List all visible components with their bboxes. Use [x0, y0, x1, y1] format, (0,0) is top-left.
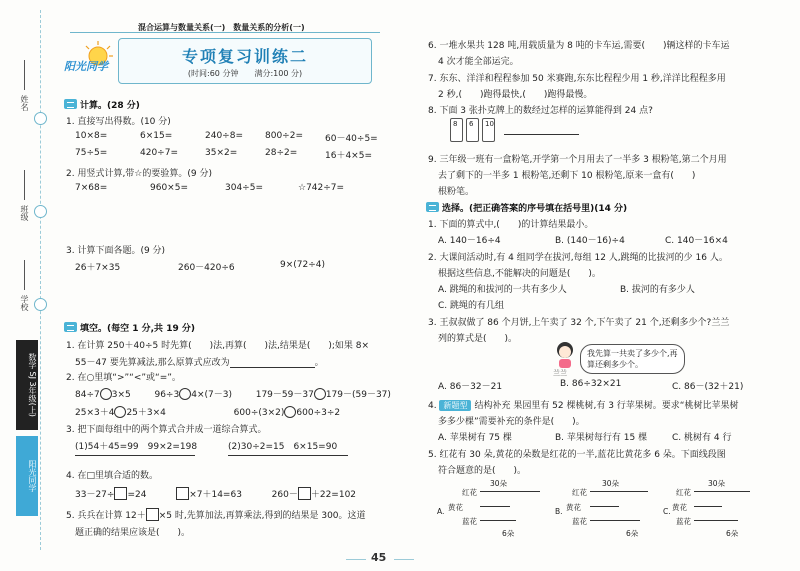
- c5-line2: 符合题意的是( )。: [438, 466, 527, 476]
- red-label: 红花: [462, 488, 477, 497]
- q3-item: 26＋7×35: [75, 263, 121, 273]
- f4-text: 33－27÷: [75, 490, 115, 500]
- f9-line1: 9. 三年级一班有一盒粉笔,开学第一个月用去了一半多 3 根粉笔,第二个月用: [428, 155, 727, 165]
- q2-item: 304÷5=: [225, 183, 263, 193]
- c2-line2: 根据这些信息,不能解决的问题是( )。: [438, 269, 601, 279]
- page-number: 45: [371, 551, 387, 564]
- c1-option-b[interactable]: B. (140－16)÷4: [555, 236, 625, 246]
- c3-option-c[interactable]: C. 86－(32＋21): [672, 382, 744, 392]
- section-title: 填空。(每空 1 分,共 19 分): [80, 324, 195, 334]
- q1-item: 240÷8=: [205, 131, 243, 141]
- red-label: 红花: [676, 488, 691, 497]
- q2-item: ☆742÷7=: [298, 183, 345, 193]
- class-label: 班级: [20, 205, 29, 221]
- f4-title: [66, 468, 158, 481]
- compare-right: 25＋3×4: [126, 408, 166, 418]
- poker-card: [482, 118, 495, 142]
- blue-segment: [694, 520, 738, 521]
- logo-text: 阳光同学: [64, 60, 108, 73]
- f1-line2: 55－47 要先算减法,那么原算式应改为 。: [75, 358, 324, 368]
- q1-item: 6×15=: [140, 131, 173, 141]
- grade-tag: 数学 SJ 3年级(上): [16, 340, 38, 430]
- compare-circle[interactable]: [179, 388, 191, 400]
- number-box[interactable]: [298, 487, 311, 500]
- c2-line1: 2. 大课间活动时,有 4 组同学在拔河,每组 12 人,跳绳的比拔河的少 16 人。: [428, 253, 728, 263]
- f4-text: 4. 在□里填合适的数。: [66, 471, 158, 481]
- blue-segment: [480, 520, 516, 521]
- q1-item: 16＋4×5=: [325, 151, 372, 161]
- q1-title: 1. 直接写出得数。(10 分): [66, 117, 171, 127]
- speech-bubble: 我先算一共卖了多少个,再算还剩多少个。: [580, 344, 685, 374]
- card-value: 10: [485, 120, 494, 128]
- section-badge-icon: [64, 99, 77, 109]
- q2-item: 7×68=: [75, 183, 108, 193]
- name-line: [24, 60, 25, 90]
- section-badge-icon: [64, 322, 77, 332]
- q3-item: 9×(72÷4): [280, 260, 326, 270]
- title-box: [118, 38, 372, 84]
- f2-row1: [75, 387, 391, 400]
- compare-right: 3×5: [111, 390, 131, 400]
- f4-text: ＋22=102: [310, 490, 357, 500]
- f3-title: 3. 把下面每组中的两个算式合并成一道综合算式。: [66, 425, 267, 435]
- poker-card: [450, 118, 463, 142]
- red-segment: [480, 491, 540, 492]
- blue-segment: [590, 520, 640, 521]
- thirty-label: 30朵: [708, 479, 726, 488]
- series-heading: 混合运算与数量关系(一) 数量关系的分析(一): [138, 23, 305, 32]
- page-subtitle: (时间:60 分钟 满分:100 分): [187, 69, 303, 78]
- c2-option-c[interactable]: C. 跳绳的有几组: [438, 301, 505, 311]
- f5-text: ×5 时,先算加法,再算乘法,得到的结果是 300。这道: [158, 511, 366, 521]
- new-type-tag: 新题型: [439, 400, 471, 411]
- compare-left: 96÷3: [154, 390, 180, 400]
- yellow-label: 黄花: [566, 503, 581, 512]
- yellow-segment: [590, 506, 619, 507]
- q3-item: 260－420÷6: [178, 263, 235, 273]
- f3-item: (1)54＋45=99 99×2=198: [75, 442, 198, 452]
- q1-item: 60－40÷5=: [325, 134, 378, 144]
- school-label: 学校: [20, 295, 29, 311]
- compare-circle[interactable]: [100, 388, 112, 400]
- number-box[interactable]: [114, 487, 127, 500]
- card-value: 8: [453, 120, 458, 128]
- red-segment: [694, 491, 750, 492]
- section-title: 选择。(把正确答案的序号填在括号里)(14 分): [442, 204, 628, 214]
- q1-item: 800÷2=: [265, 131, 303, 141]
- binding-strip: [0, 0, 54, 571]
- binding-hole: [34, 112, 47, 125]
- f9-line2: 去了剩下的一半多 1 根粉笔,还剩下 10 根粉笔,原来一盒有( ): [438, 171, 696, 181]
- c5-line1: 5. 红花有 30 朵,黄花的朵数是红花的一半,蓝花比黄花多 6 朵。下面线段图: [428, 450, 726, 460]
- poker-card: [466, 118, 479, 142]
- f4-text: ×7＋14=63: [189, 490, 242, 500]
- f6-line2: 4 次才能全部运完。: [438, 57, 519, 67]
- c3-option-b[interactable]: B. 86÷32×21: [560, 379, 622, 389]
- compare-left: 179－59－37: [255, 390, 314, 400]
- c1-option-a[interactable]: A. 140－16÷4: [438, 236, 501, 246]
- compare-right: 4×(7－3): [191, 390, 232, 400]
- section-choice: [426, 201, 627, 214]
- class-line: [24, 170, 25, 200]
- binding-hole: [34, 298, 47, 311]
- option-label: C.: [663, 507, 671, 516]
- cut-line: [40, 10, 41, 550]
- answer-line[interactable]: [228, 455, 348, 456]
- f1-line1: 1. 在计算 250＋40÷5 时先算( )法,再算( )法,结果是( );如果 8×: [66, 341, 370, 351]
- section-fill: [64, 321, 195, 334]
- compare-left: 25×3＋4: [75, 408, 115, 418]
- q2-title: 2. 用竖式计算,带☆的要验算。(9 分): [66, 169, 212, 179]
- answer-line[interactable]: [504, 134, 579, 135]
- school-line: [24, 260, 25, 290]
- number-box[interactable]: [146, 508, 159, 521]
- f2-title: 2. 在○里填“>”“<”或“=”。: [66, 373, 181, 383]
- f5-text: 5. 兵兵在计算 12＋: [66, 511, 146, 521]
- six-label: 6朵: [502, 529, 515, 538]
- f5-line2: 题正确的结果应该是( )。: [75, 528, 191, 538]
- page-num-rule: [346, 559, 366, 560]
- c1-option-c[interactable]: C. 140－16×4: [665, 236, 728, 246]
- answer-blank[interactable]: [230, 358, 315, 368]
- f4-text: 260－: [271, 490, 298, 500]
- f5-line1: [66, 508, 366, 521]
- girl-icon: [551, 339, 579, 369]
- c4-line2: 多多少棵”需要补充的条件是( )。: [438, 417, 585, 427]
- c4-line1: 4. 新题型 结构补充 果园里有 52 棵桃树,有 3 行苹果树。要求“桃树比苹果树: [428, 401, 739, 411]
- yellow-label: 黄花: [448, 503, 463, 512]
- red-segment: [590, 491, 648, 492]
- f6-line1: 6. 一堆水果共 128 吨,用载质量为 8 吨的卡车运,需要( )辆这样的卡车运: [428, 41, 730, 51]
- q1-item: 10×8=: [75, 131, 108, 141]
- q1-item: 75÷5=: [75, 148, 108, 158]
- section-title: 计算。(28 分): [80, 101, 140, 111]
- yellow-segment: [480, 506, 510, 507]
- f7-line1: 7. 东东、洋洋和程程参加 50 米赛跑,东东比程程少用 1 秒,洋洋比程程多用: [428, 74, 726, 84]
- q3-title: 3. 计算下面各题。(9 分): [66, 246, 166, 256]
- c2-option-b[interactable]: B. 拔河的有多少人: [620, 285, 695, 295]
- q1-item: 420÷7=: [140, 148, 178, 158]
- option-label: B.: [555, 507, 563, 516]
- brand-tag: 阳光同学: [16, 436, 38, 516]
- q1-item: 35×2=: [205, 148, 238, 158]
- compare-left: 84÷7: [75, 390, 100, 400]
- card-value: 6: [469, 120, 474, 128]
- c3-line1: 3. 王叔叔做了 86 个月饼,上午卖了 32 个,下午卖了 21 个,还剩多少个?兰兰: [428, 318, 730, 328]
- girl-name: 兰兰: [553, 369, 567, 377]
- section-badge-icon: [426, 202, 439, 212]
- compare-right: 600÷3÷2: [296, 408, 341, 418]
- page-num-rule: [394, 559, 414, 560]
- q2-item: 960×5=: [150, 183, 188, 193]
- compare-left: 600÷(3×2): [233, 408, 285, 418]
- binding-hole: [34, 205, 47, 218]
- red-label: 红花: [572, 488, 587, 497]
- compare-circle[interactable]: [314, 388, 326, 400]
- c4-option-c[interactable]: C. 桃树有 4 行: [672, 433, 732, 443]
- f7-line2: 2 秒,( )跑得最快,( )跑得最慢。: [438, 90, 593, 100]
- yellow-segment: [694, 506, 722, 507]
- name-label: 姓名: [20, 95, 29, 111]
- f9-line3: 根粉笔。: [438, 187, 475, 197]
- compare-right: 179－(59－37): [325, 390, 391, 400]
- header-rule: [70, 32, 380, 33]
- c4-text: 结构补充 果园里有 52 棵桃树,有 3 行苹果树。要求“桃树比苹果树: [474, 401, 739, 411]
- c4-option-b[interactable]: B. 苹果树每行有 15 棵: [555, 433, 648, 443]
- yellow-label: 黄花: [672, 503, 687, 512]
- thirty-label: 30朵: [602, 479, 620, 488]
- f8-text: 8. 下面 3 张扑克牌上的数经过怎样的运算能得到 24 点?: [428, 106, 653, 116]
- six-label: 6朵: [726, 529, 739, 538]
- option-label: A.: [437, 507, 445, 516]
- c3-line2: 列的算式是( )。: [438, 334, 518, 344]
- f1-text: 55－47 要先算减法,那么原算式应改为: [75, 358, 230, 368]
- number-box[interactable]: [176, 487, 189, 500]
- blue-label: 蓝花: [462, 517, 477, 526]
- blue-label: 蓝花: [572, 517, 587, 526]
- compare-circle[interactable]: [114, 406, 126, 418]
- six-label: 6朵: [626, 529, 639, 538]
- c3-option-a[interactable]: A. 86－32－21: [438, 382, 503, 392]
- logo: [62, 38, 116, 84]
- f3-item: (2)30÷2=15 6×15=90: [228, 442, 338, 452]
- answer-line[interactable]: [75, 455, 195, 456]
- c1-title: 1. 下面的算式中,( )的计算结果最小。: [428, 220, 594, 230]
- q1-item: 28÷2=: [265, 148, 298, 158]
- page-title: 专项复习训练二: [181, 47, 308, 66]
- compare-circle[interactable]: [284, 406, 296, 418]
- thirty-label: 30朵: [490, 479, 508, 488]
- f4-text: =24: [127, 490, 147, 500]
- c4-option-a[interactable]: A. 苹果树有 75 棵: [438, 433, 512, 443]
- section-calculation: [64, 98, 140, 111]
- c2-option-a[interactable]: A. 跳绳的和拔河的一共有多少人: [438, 285, 567, 295]
- f4-row: [75, 487, 356, 500]
- blue-label: 蓝花: [676, 517, 691, 526]
- f2-row2: [75, 405, 340, 418]
